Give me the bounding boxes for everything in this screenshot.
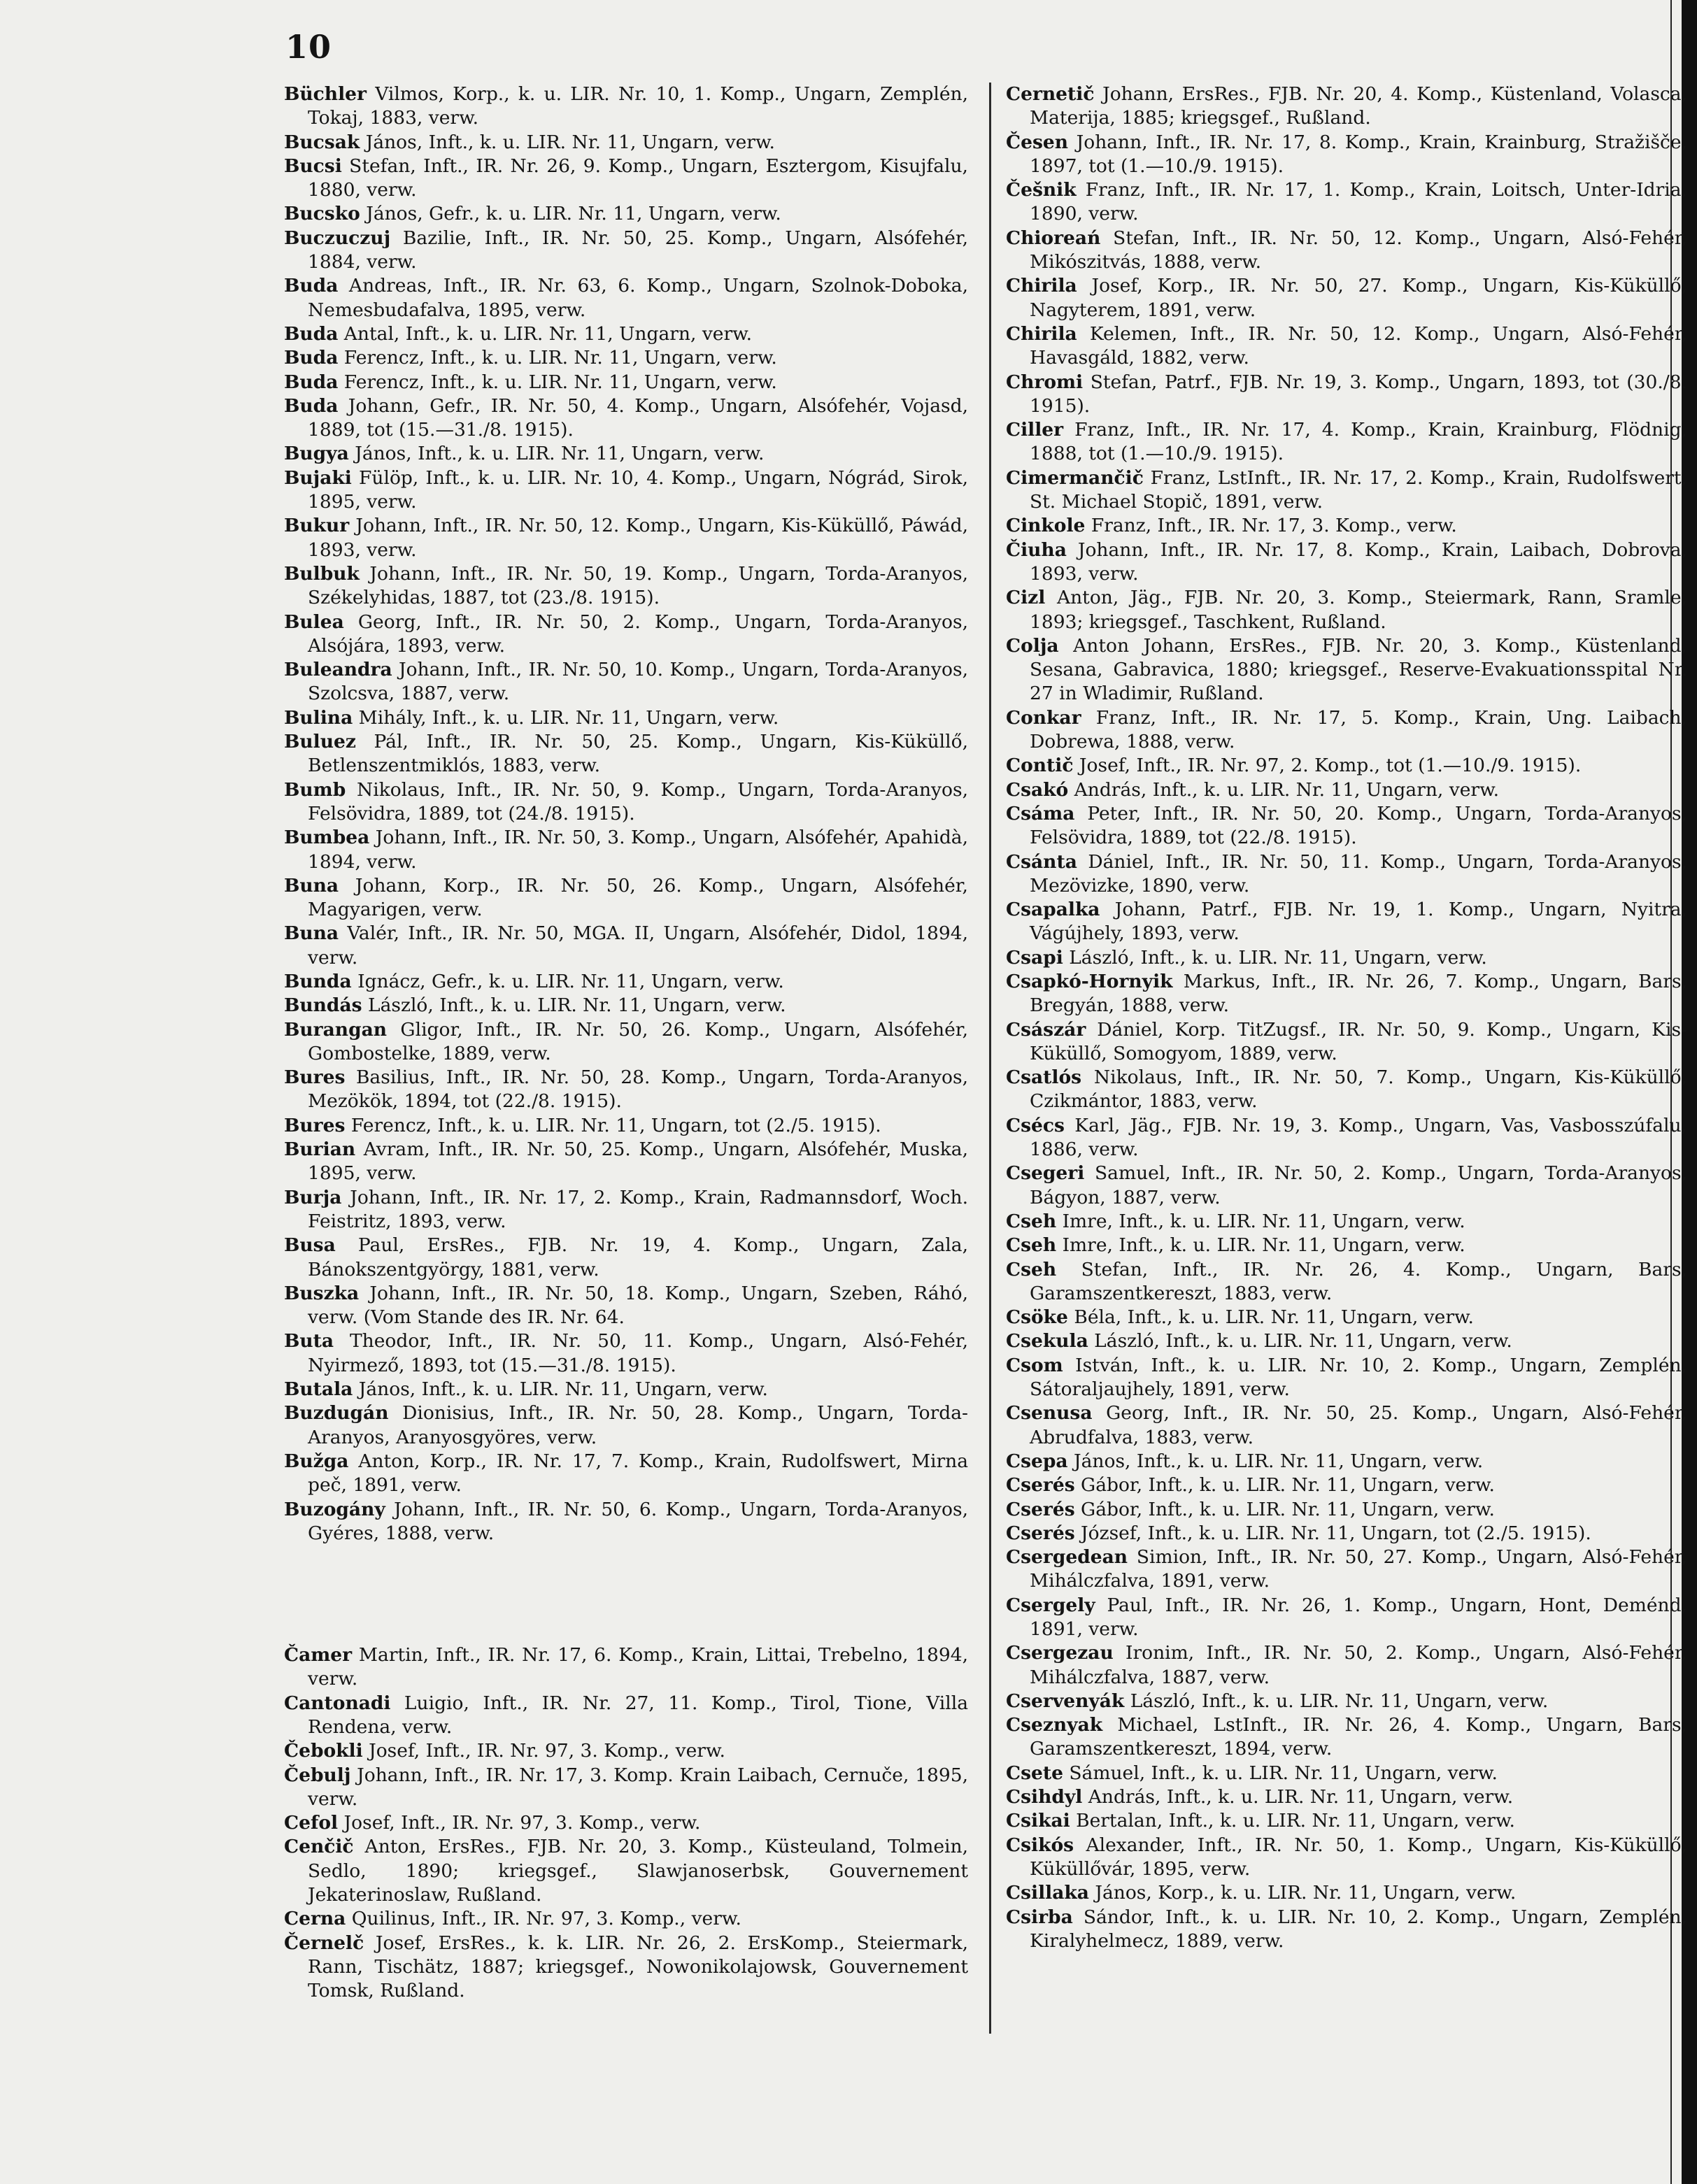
entry-details: Ferencz, Inft., k. u. LIR. Nr. 11, Ungarn, verw. xyxy=(338,347,777,369)
entry-details: Antal, Inft., k. u. LIR. Nr. 11, Ungarn, verw. xyxy=(338,322,753,345)
entry-details: Karl, Jäg., FJB. Nr. 19, 3. Komp., Ungarn, Vas, Vasbosszúfalu, 1886, verw. xyxy=(1030,1114,1687,1161)
entry-surname: Češnik xyxy=(1006,179,1077,201)
list-item xyxy=(1006,1162,1687,1210)
entry-details: Josef, ErsRes., k. k. LIR. Nr. 26, 2. ErsKomp., Steiermark, Rann, Tischätz, 1887; kriegsgef., Nowonikolajowsk, Gouvernement Tomsk, Rußland. xyxy=(308,1932,968,2002)
list-item xyxy=(284,611,968,659)
entry-details: Johann, Inft., IR. Nr. 50, 12. Komp., Ungarn, Kis-Küküllő, Páwád, 1893, verw. xyxy=(308,515,968,561)
list-item xyxy=(1006,1401,1687,1450)
entry-surname: Csergezau xyxy=(1006,1642,1114,1664)
entry-details: Basilius, Inft., IR. Nr. 50, 28. Komp., Ungarn, Torda-Aranyos, Mezökök, 1894, tot (22./8. 1915). xyxy=(308,1066,968,1113)
entry-details: Theodor, Inft., IR. Nr. 50, 11. Komp., Ungarn, Alsó-Fehér, Nyirmező, 1893, tot (15.—31./8. 1915). xyxy=(308,1330,968,1376)
entry-details: Stefan, Inft., IR. Nr. 50, 12. Komp., Ungarn, Alsó-Fehér, Mikószitvás, 1888, verw. xyxy=(1030,227,1687,273)
list-item xyxy=(1006,1906,1687,1954)
list-item xyxy=(1006,178,1687,227)
entry-surname: Cenčič xyxy=(284,1836,354,1858)
list-item xyxy=(284,730,968,778)
list-item xyxy=(284,658,968,706)
entry-surname: Csepa xyxy=(1006,1450,1068,1472)
entry-surname: Csánta xyxy=(1006,850,1077,873)
entry-surname: Bulina xyxy=(284,706,353,729)
list-item xyxy=(284,346,968,370)
entry-details: Johann, Patrf., FJB. Nr. 19, 1. Komp., Ungarn, Nyitra, Vágújhely, 1893, verw. xyxy=(1030,899,1687,945)
list-item xyxy=(284,1378,968,1401)
entry-details: Johann, Gefr., IR. Nr. 50, 4. Komp., Ungarn, Alsófehér, Vojasd, 1889, tot (15.—31./8. 1915). xyxy=(308,394,968,441)
list-item xyxy=(1006,1306,1687,1329)
list-item xyxy=(1006,1641,1687,1690)
entry-surname: Bures xyxy=(284,1114,346,1136)
list-item xyxy=(1006,1018,1687,1066)
entry-details: Gábor, Inft., k. u. LIR. Nr. 11, Ungarn, verw. xyxy=(1074,1498,1495,1520)
entry-surname: Császár xyxy=(1006,1018,1086,1041)
list-item xyxy=(284,1066,968,1114)
entry-surname: Čebulj xyxy=(284,1764,351,1786)
entry-details: Paul, ErsRes., FJB. Nr. 19, 4. Komp., Ungarn, Zala, Bánokszentgyörgy, 1881, verw. xyxy=(308,1234,968,1280)
list-item xyxy=(284,562,968,611)
entry-surname: Buda xyxy=(284,347,339,369)
entry-surname: Burangan xyxy=(284,1018,388,1041)
entry-details: Josef, Inft., IR. Nr. 97, 2. Komp., tot (1.—10./9. 1915). xyxy=(1073,755,1582,777)
entry-details: Anton, ErsRes., FJB. Nr. 20, 3. Komp., Küsteuland, Tolmein, Sedlo, 1890; kriegsgef., Slawjanoserbsk, Gouvernement Jekaterinoslaw, Rußland. xyxy=(308,1836,968,1906)
list-item xyxy=(1006,131,1687,179)
entry-surname: Csergedean xyxy=(1006,1546,1128,1569)
entry-surname: Buda xyxy=(284,322,339,345)
entry-details: László, Inft., k. u. LIR. Nr. 11, Ungarn, verw. xyxy=(1063,946,1487,969)
list-item xyxy=(1006,1834,1687,1882)
entry-details: Stefan, Inft., IR. Nr. 26, 4. Komp., Ungarn, Bars, Garamszentkereszt, 1883, verw. xyxy=(1030,1258,1687,1304)
entry-surname: Buna xyxy=(284,922,339,945)
entry-surname: Cservenyák xyxy=(1006,1690,1125,1712)
entry-details: Stefan, Inft., IR. Nr. 26, 9. Komp., Ungarn, Esztergom, Kisujfalu, 1880, verw. xyxy=(308,155,968,201)
entry-surname: Csécs xyxy=(1006,1114,1065,1136)
entry-details: Bazilie, Inft., IR. Nr. 50, 25. Komp., Ungarn, Alsófehér, 1884, verw. xyxy=(308,227,968,273)
list-item xyxy=(1006,1354,1687,1402)
column-divider xyxy=(989,83,991,2034)
entry-surname: Bundás xyxy=(284,994,362,1017)
list-item xyxy=(1006,946,1687,970)
left-column xyxy=(284,83,968,2004)
list-item xyxy=(1006,466,1687,515)
list-item xyxy=(284,1018,968,1066)
entry-surname: Csikós xyxy=(1006,1834,1074,1856)
list-item xyxy=(284,1186,968,1234)
entry-details: László, Inft., k. u. LIR. Nr. 11, Ungarn, verw. xyxy=(362,994,786,1017)
entry-surname: Cantonadi xyxy=(284,1692,391,1714)
list-item xyxy=(1006,1762,1687,1785)
entry-details: Vilmos, Korp., k. u. LIR. Nr. 10, 1. Komp., Ungarn, Zemplén, Tokaj, 1883, verw. xyxy=(308,83,968,129)
list-item xyxy=(1006,1258,1687,1306)
list-item xyxy=(284,202,968,226)
list-item xyxy=(1006,1498,1687,1522)
entry-details: Martin, Inft., IR. Nr. 17, 6. Komp., Krain, Littai, Trebelno, 1894, verw. xyxy=(308,1644,968,1690)
entry-surname: Chirila xyxy=(1006,275,1077,297)
entry-details: Nikolaus, Inft., IR. Nr. 50, 7. Komp., Ungarn, Kis-Küküllő, Czikmántor, 1883, verw. xyxy=(1030,1066,1687,1113)
entry-details: Dionisius, Inft., IR. Nr. 50, 28. Komp., Ungarn, Torda-Aranyos, Aranyosgyöres, verw. xyxy=(308,1402,968,1448)
list-item xyxy=(1006,1809,1687,1833)
entry-surname: Buda xyxy=(284,275,339,297)
entry-details: Johann, Inft., IR. Nr. 17, 8. Komp., Krain, Laibach, Dobrova, 1893, verw. xyxy=(1030,538,1687,585)
entry-surname: Cefol xyxy=(284,1812,339,1834)
entry-surname: Büchler xyxy=(284,83,367,105)
entry-details: Sámuel, Inft., k. u. LIR. Nr. 11, Ungarn, verw. xyxy=(1063,1762,1498,1784)
list-item xyxy=(1006,1785,1687,1809)
entry-details: Ferencz, Inft., k. u. LIR. Nr. 11, Ungarn, tot (2./5. 1915). xyxy=(345,1114,881,1136)
entry-surname: Buluez xyxy=(284,731,356,753)
list-item xyxy=(1006,754,1687,778)
entry-surname: Csenusa xyxy=(1006,1402,1093,1425)
right-column xyxy=(1006,83,1687,1953)
list-item xyxy=(284,274,968,322)
entry-details: Andreas, Inft., IR. Nr. 63, 6. Komp., Ungarn, Szolnok-Doboka, Nemesbudafalva, 1895, verw. xyxy=(308,275,968,321)
entry-surname: Contič xyxy=(1006,755,1074,777)
entry-surname: Česen xyxy=(1006,131,1068,153)
entry-surname: Chromi xyxy=(1006,371,1084,393)
list-item xyxy=(1006,514,1687,538)
entry-details: Johann, Inft., IR. Nr. 50, 19. Komp., Ungarn, Torda-Aranyos, Székelyhidas, 1887, tot (23./8. 1915). xyxy=(308,562,968,609)
entry-details: Alexander, Inft., IR. Nr. 50, 1. Komp., Ungarn, Kis-Küküllő, Küküllővár, 1895, verw. xyxy=(1030,1834,1687,1880)
list-item xyxy=(284,994,968,1018)
entry-details: Johann, Inft., IR. Nr. 50, 6. Komp., Ungarn, Torda-Aranyos, Gyéres, 1888, verw. xyxy=(308,1498,968,1544)
entry-surname: Cserés xyxy=(1006,1474,1075,1497)
entry-details: Luigio, Inft., IR. Nr. 27, 11. Komp., Tirol, Tione, Villa Rendena, verw. xyxy=(308,1692,968,1738)
list-item xyxy=(1006,1210,1687,1234)
entry-details: József, Inft., k. u. LIR. Nr. 11, Ungarn, tot (2./5. 1915). xyxy=(1074,1522,1591,1544)
list-item xyxy=(1006,227,1687,275)
entry-surname: Cerna xyxy=(284,1908,346,1930)
list-item xyxy=(284,1932,968,2004)
entry-surname: Csom xyxy=(1006,1354,1063,1376)
list-item xyxy=(284,322,968,346)
list-item xyxy=(284,1739,968,1763)
entry-surname: Conkar xyxy=(1006,706,1081,729)
entry-surname: Ciller xyxy=(1006,419,1064,441)
list-item xyxy=(284,778,968,827)
entry-details: Franz, Inft., IR. Nr. 17, 4. Komp., Krain, Krainburg, Flödnig, 1888, tot (1.—10./9. 1915). xyxy=(1030,419,1687,465)
entry-surname: Bugya xyxy=(284,443,349,465)
entry-surname: Bujaki xyxy=(284,466,352,489)
entry-details: Dániel, Korp. TitZugsf., IR. Nr. 50, 9. Komp., Ungarn, Kis-Küküllő, Somogyom, 1889, verw. xyxy=(1030,1018,1687,1064)
entry-surname: Buta xyxy=(284,1330,334,1352)
list-item xyxy=(284,1114,968,1138)
list-item xyxy=(1006,1450,1687,1473)
entry-details: Gligor, Inft., IR. Nr. 50, 26. Komp., Ungarn, Alsófehér, Gombostelke, 1889, verw. xyxy=(308,1018,968,1064)
list-item xyxy=(284,442,968,466)
entry-surname: Buczuczuj xyxy=(284,227,391,249)
list-item xyxy=(1006,778,1687,802)
entry-surname: Csillaka xyxy=(1006,1882,1089,1904)
entry-details: Kelemen, Inft., IR. Nr. 50, 12. Komp., Ungarn, Alsó-Fehér, Havasgáld, 1882, verw. xyxy=(1030,322,1687,369)
list-item xyxy=(1006,322,1687,371)
entry-surname: Colja xyxy=(1006,634,1059,657)
entry-details: Avram, Inft., IR. Nr. 50, 25. Komp., Ungarn, Alsófehér, Muska, 1895, verw. xyxy=(308,1139,968,1185)
entry-details: Sándor, Inft., k. u. LIR. Nr. 10, 2. Komp., Ungarn, Zemplén, Kiralyhelmecz, 1889, verw. xyxy=(1030,1906,1687,1952)
list-item xyxy=(1006,371,1687,419)
entry-details: Johann, Inft., IR. Nr. 17, 3. Komp. Krain Laibach, Cernuče, 1895, verw. xyxy=(308,1764,968,1810)
list-item xyxy=(284,1643,968,1692)
list-item xyxy=(284,1692,968,1740)
entry-details: Mihály, Inft., k. u. LIR. Nr. 11, Ungarn, verw. xyxy=(353,706,779,729)
entry-surname: Cizl xyxy=(1006,587,1046,609)
entry-details: Josef, Korp., IR. Nr. 50, 27. Komp., Ungarn, Kis-Küküllő, Nagyterem, 1891, verw. xyxy=(1030,275,1687,321)
list-item xyxy=(1006,706,1687,755)
entry-details: Franz, Inft., IR. Nr. 17, 1. Komp., Krain, Loitsch, Unter-Idria, 1890, verw. xyxy=(1030,179,1687,225)
entry-surname: Bucsi xyxy=(284,155,342,177)
entry-details: Franz, LstInft., IR. Nr. 17, 2. Komp., Krain, Rudolfswert, St. Michael Stopič, 1891, verw. xyxy=(1030,466,1687,513)
entry-surname: Csakó xyxy=(1006,778,1069,801)
entry-surname: Csihdyl xyxy=(1006,1786,1083,1808)
entry-details: Johann, Inft., IR. Nr. 17, 2. Komp., Krain, Radmannsdorf, Woch. Feistritz, 1893, verw. xyxy=(308,1186,968,1232)
entry-surname: Csatlós xyxy=(1006,1066,1082,1089)
entry-details: Imre, Inft., k. u. LIR. Nr. 11, Ungarn, verw. xyxy=(1056,1210,1465,1232)
entry-surname: Csapalka xyxy=(1006,899,1100,921)
entry-surname: Bures xyxy=(284,1066,346,1089)
list-item xyxy=(1006,802,1687,850)
entry-surname: Bucsak xyxy=(284,131,360,153)
list-item xyxy=(1006,898,1687,946)
list-item xyxy=(1006,970,1687,1018)
list-item xyxy=(284,826,968,874)
entry-details: Johann, Inft., IR. Nr. 50, 3. Komp., Ungarn, Alsófehér, Apahidà, 1894, verw. xyxy=(308,827,968,873)
entry-details: Pál, Inft., IR. Nr. 50, 25. Komp., Ungarn, Kis-Küküllő, Betlenszentmiklós, 1883, verw. xyxy=(308,731,968,777)
list-item xyxy=(1006,1473,1687,1497)
entry-surname: Cimermančič xyxy=(1006,466,1144,489)
entry-details: Valér, Inft., IR. Nr. 50, MGA. II, Ungarn, Alsófehér, Didol, 1894, verw. xyxy=(308,922,968,969)
entry-surname: Bumb xyxy=(284,778,346,801)
entry-details: Georg, Inft., IR. Nr. 50, 2. Komp., Ungarn, Torda-Aranyos, Alsójára, 1893, verw. xyxy=(308,611,968,657)
entry-surname: Csáma xyxy=(1006,802,1075,825)
entry-details: Ferencz, Inft., k. u. LIR. Nr. 11, Ungarn, verw. xyxy=(338,371,777,393)
entry-surname: Buszka xyxy=(284,1282,360,1304)
entry-surname: Csirba xyxy=(1006,1906,1073,1928)
list-item xyxy=(284,83,968,131)
entry-surname: Csete xyxy=(1006,1762,1063,1784)
list-item xyxy=(1006,83,1687,131)
entry-surname: Bucsko xyxy=(284,203,360,225)
list-item xyxy=(284,1907,968,1931)
entry-details: László, Inft., k. u. LIR. Nr. 11, Ungarn, verw. xyxy=(1088,1330,1512,1352)
entry-details: Johann, Inft., IR. Nr. 50, 10. Komp., Ungarn, Torda-Aranyos, Szolcsva, 1887, verw. xyxy=(308,659,968,705)
entry-surname: Černelč xyxy=(284,1932,364,1954)
entry-surname: Bulea xyxy=(284,611,344,633)
entry-surname: Buda xyxy=(284,371,339,393)
entry-surname: Buna xyxy=(284,874,339,897)
entry-surname: Csöke xyxy=(1006,1306,1068,1329)
entry-details: Josef, Inft., IR. Nr. 97, 3. Komp., verw. xyxy=(338,1812,701,1834)
entry-details: János, Gefr., k. u. LIR. Nr. 11, Ungarn, verw. xyxy=(360,203,781,225)
entry-details: Johann, ErsRes., FJB. Nr. 20, 4. Komp., Küstenland, Volasca, Materija, 1885; kriegsgef., Rußland. xyxy=(1030,83,1687,129)
entry-surname: Cseh xyxy=(1006,1258,1057,1280)
list-item xyxy=(284,922,968,970)
entry-details: János, Inft., k. u. LIR. Nr. 11, Ungarn, verw. xyxy=(348,443,765,465)
entry-details: Johann, Korp., IR. Nr. 50, 26. Komp., Ungarn, Alsófehér, Magyarigen, verw. xyxy=(308,874,968,921)
entry-details: Béla, Inft., k. u. LIR. Nr. 11, Ungarn, verw. xyxy=(1067,1306,1474,1329)
entry-details: Markus, Inft., IR. Nr. 26, 7. Komp., Ungarn, Bars, Bregyán, 1888, verw. xyxy=(1030,970,1687,1017)
list-item xyxy=(1006,634,1687,706)
entry-surname: Csapi xyxy=(1006,946,1063,969)
list-item xyxy=(1006,1546,1687,1594)
entry-details: László, Inft., k. u. LIR. Nr. 11, Ungarn, verw. xyxy=(1124,1690,1549,1712)
entry-details: Dániel, Inft., IR. Nr. 50, 11. Komp., Ungarn, Torda-Aranyos, Mezövizke, 1890, verw. xyxy=(1030,850,1687,897)
entry-surname: Bunda xyxy=(284,970,352,992)
entry-details: Ignácz, Gefr., k. u. LIR. Nr. 11, Ungarn, verw. xyxy=(351,970,784,992)
page-number: 10 xyxy=(285,28,332,66)
entry-surname: Csapkó-Hornyik xyxy=(1006,970,1173,992)
list-item xyxy=(284,394,968,443)
list-item xyxy=(1006,1329,1687,1353)
list-item xyxy=(1006,586,1687,634)
list-item xyxy=(284,1450,968,1498)
entry-details: Ironim, Inft., IR. Nr. 50, 2. Komp., Ungarn, Alsó-Fehér, Mihálczfalva, 1887, verw. xyxy=(1030,1642,1687,1688)
entry-details: Bertalan, Inft., k. u. LIR. Nr. 11, Ungarn, verw. xyxy=(1070,1810,1515,1832)
entry-surname: Chirila xyxy=(1006,322,1077,345)
list-item xyxy=(284,1764,968,1812)
list-item xyxy=(1006,1594,1687,1642)
entry-surname: Csergely xyxy=(1006,1594,1095,1616)
entry-details: János, Korp., k. u. LIR. Nr. 11, Ungarn, verw. xyxy=(1088,1882,1517,1904)
entry-details: János, Inft., k. u. LIR. Nr. 11, Ungarn, verw. xyxy=(360,131,775,153)
list-item xyxy=(284,371,968,394)
entry-surname: Čiuha xyxy=(1006,538,1067,561)
entry-surname: Čamer xyxy=(284,1644,353,1666)
list-item xyxy=(1006,850,1687,899)
list-item xyxy=(284,131,968,155)
entry-details: János, Inft., k. u. LIR. Nr. 11, Ungarn, verw. xyxy=(1067,1450,1484,1472)
list-item xyxy=(284,466,968,515)
list-item xyxy=(284,1401,968,1450)
entry-details: Georg, Inft., IR. Nr. 50, 25. Komp., Ungarn, Alsó-Fehér, Abrudfalva, 1883, verw. xyxy=(1030,1402,1687,1448)
list-item xyxy=(284,514,968,562)
entry-details: Imre, Inft., k. u. LIR. Nr. 11, Ungarn, verw. xyxy=(1056,1234,1465,1257)
entry-details: Anton Johann, ErsRes., FJB. Nr. 20, 3. Komp., Küstenland, Sesana, Gabravica, 1880; kriegsgef., Reserve-Evakuationsspital Nr. 27 in Wladimir, Rußland. xyxy=(1030,634,1687,705)
entry-surname: Buzdugán xyxy=(284,1402,389,1425)
entry-details: Franz, Inft., IR. Nr. 17, 3. Komp., verw. xyxy=(1085,515,1457,537)
entry-surname: Bumbea xyxy=(284,827,370,849)
list-item xyxy=(284,1835,968,1907)
entry-details: Johann, Inft., IR. Nr. 50, 18. Komp., Ungarn, Szeben, Ráhó, verw. (Vom Stande des IR. Nr. 64. xyxy=(308,1282,968,1329)
entry-details: Stefan, Patrf., FJB. Nr. 19, 3. Komp., Ungarn, 1893, tot (30./8. 1915). xyxy=(1030,371,1687,417)
entry-surname: Buzogány xyxy=(284,1498,385,1520)
list-item xyxy=(284,970,968,994)
entry-surname: Cinkole xyxy=(1006,515,1086,537)
entry-details: Peter, Inft., IR. Nr. 50, 20. Komp., Ungarn, Torda-Aranyos, Felsövidra, 1889, tot (22./8. 1915). xyxy=(1030,802,1687,849)
entry-details: Nikolaus, Inft., IR. Nr. 50, 9. Komp., Ungarn, Torda-Aranyos, Felsövidra, 1889, tot (24./8. 1915). xyxy=(308,778,968,825)
entry-surname: Burja xyxy=(284,1186,342,1208)
entry-details: Paul, Inft., IR. Nr. 26, 1. Komp., Ungarn, Hont, Deménd, 1891, verw. xyxy=(1030,1594,1687,1640)
entry-surname: Busa xyxy=(284,1234,336,1257)
entry-surname: Csekula xyxy=(1006,1330,1088,1352)
entry-surname: Cseh xyxy=(1006,1234,1057,1257)
entry-surname: Csegeri xyxy=(1006,1162,1085,1185)
entry-surname: Bulbuk xyxy=(284,562,360,585)
entry-surname: Chioreań xyxy=(1006,227,1101,249)
entry-details: András, Inft., k. u. LIR. Nr. 11, Ungarn, verw. xyxy=(1082,1786,1514,1808)
entry-details: István, Inft., k. u. LIR. Nr. 10, 2. Komp., Ungarn, Zemplén, Sátoraljaujhely, 1891, verw. xyxy=(1030,1354,1687,1401)
list-item xyxy=(1006,1234,1687,1257)
list-item xyxy=(284,1498,968,1546)
list-item xyxy=(1006,1114,1687,1162)
entry-surname: Butala xyxy=(284,1378,353,1401)
list-item xyxy=(284,1138,968,1186)
list-item xyxy=(1006,1522,1687,1546)
entry-surname: Buda xyxy=(284,394,339,417)
entry-details: Josef, Inft., IR. Nr. 97, 3. Komp., verw. xyxy=(362,1740,725,1762)
list-item xyxy=(1006,274,1687,322)
entry-details: Johann, Inft., IR. Nr. 17, 8. Komp., Krain, Krainburg, Stražišče, 1897, tot (1.—10./9. 1915). xyxy=(1030,131,1687,177)
entry-surname: Čebokli xyxy=(284,1740,363,1762)
list-item xyxy=(284,874,968,922)
entry-details: Michael, LstInft., IR. Nr. 26, 4. Komp., Ungarn, Bars, Garamszentkereszt, 1894, verw. xyxy=(1030,1714,1687,1760)
list-item xyxy=(284,706,968,730)
entry-surname: Cseh xyxy=(1006,1210,1057,1232)
entry-details: Anton, Jäg., FJB. Nr. 20, 3. Komp., Steiermark, Rann, Sramle, 1893; kriegsgef., Taschkent, Rußland. xyxy=(1030,587,1687,633)
list-item xyxy=(1006,538,1687,587)
entry-surname: Cernetič xyxy=(1006,83,1095,105)
list-item xyxy=(284,227,968,275)
list-item xyxy=(284,155,968,203)
list-item xyxy=(1006,1066,1687,1114)
list-item xyxy=(1006,418,1687,466)
entry-surname: Csikai xyxy=(1006,1810,1070,1832)
entry-surname: Bukur xyxy=(284,515,350,537)
entry-details: János, Inft., k. u. LIR. Nr. 11, Ungarn, verw. xyxy=(353,1378,768,1401)
entry-details: Quilinus, Inft., IR. Nr. 97, 3. Komp., verw. xyxy=(346,1908,741,1930)
list-item xyxy=(284,1811,968,1835)
entry-details: Samuel, Inft., IR. Nr. 50, 2. Komp., Ungarn, Torda-Aranyos, Bágyon, 1887, verw. xyxy=(1030,1162,1687,1208)
entry-details: András, Inft., k. u. LIR. Nr. 11, Ungarn, verw. xyxy=(1068,778,1500,801)
entry-surname: Cserés xyxy=(1006,1498,1075,1520)
entry-surname: Cserés xyxy=(1006,1522,1075,1544)
list-item xyxy=(1006,1690,1687,1713)
entry-details: Gábor, Inft., k. u. LIR. Nr. 11, Ungarn, verw. xyxy=(1074,1474,1495,1497)
list-item xyxy=(284,1234,968,1282)
list-item xyxy=(1006,1881,1687,1905)
entry-surname: Cseznyak xyxy=(1006,1714,1103,1736)
entry-details: Simion, Inft., IR. Nr. 50, 27. Komp., Ungarn, Alsó-Fehér, Mihálczfalva, 1891, verw. xyxy=(1030,1546,1687,1592)
list-item xyxy=(1006,1713,1687,1762)
entry-surname: Bužga xyxy=(284,1450,349,1472)
entry-details: Anton, Korp., IR. Nr. 17, 7. Komp., Krain, Rudolfswert, Mirna peč, 1891, verw. xyxy=(308,1450,968,1497)
entry-details: Fülöp, Inft., k. u. LIR. Nr. 10, 4. Komp., Ungarn, Nógrád, Sirok, 1895, verw. xyxy=(308,466,968,513)
entry-surname: Buleandra xyxy=(284,659,392,681)
entry-details: Franz, Inft., IR. Nr. 17, 5. Komp., Krain, Ung. Laibach, Dobrewa, 1888, verw. xyxy=(1030,706,1687,753)
list-item xyxy=(284,1329,968,1378)
entry-surname: Burian xyxy=(284,1139,356,1161)
list-item xyxy=(284,1282,968,1330)
